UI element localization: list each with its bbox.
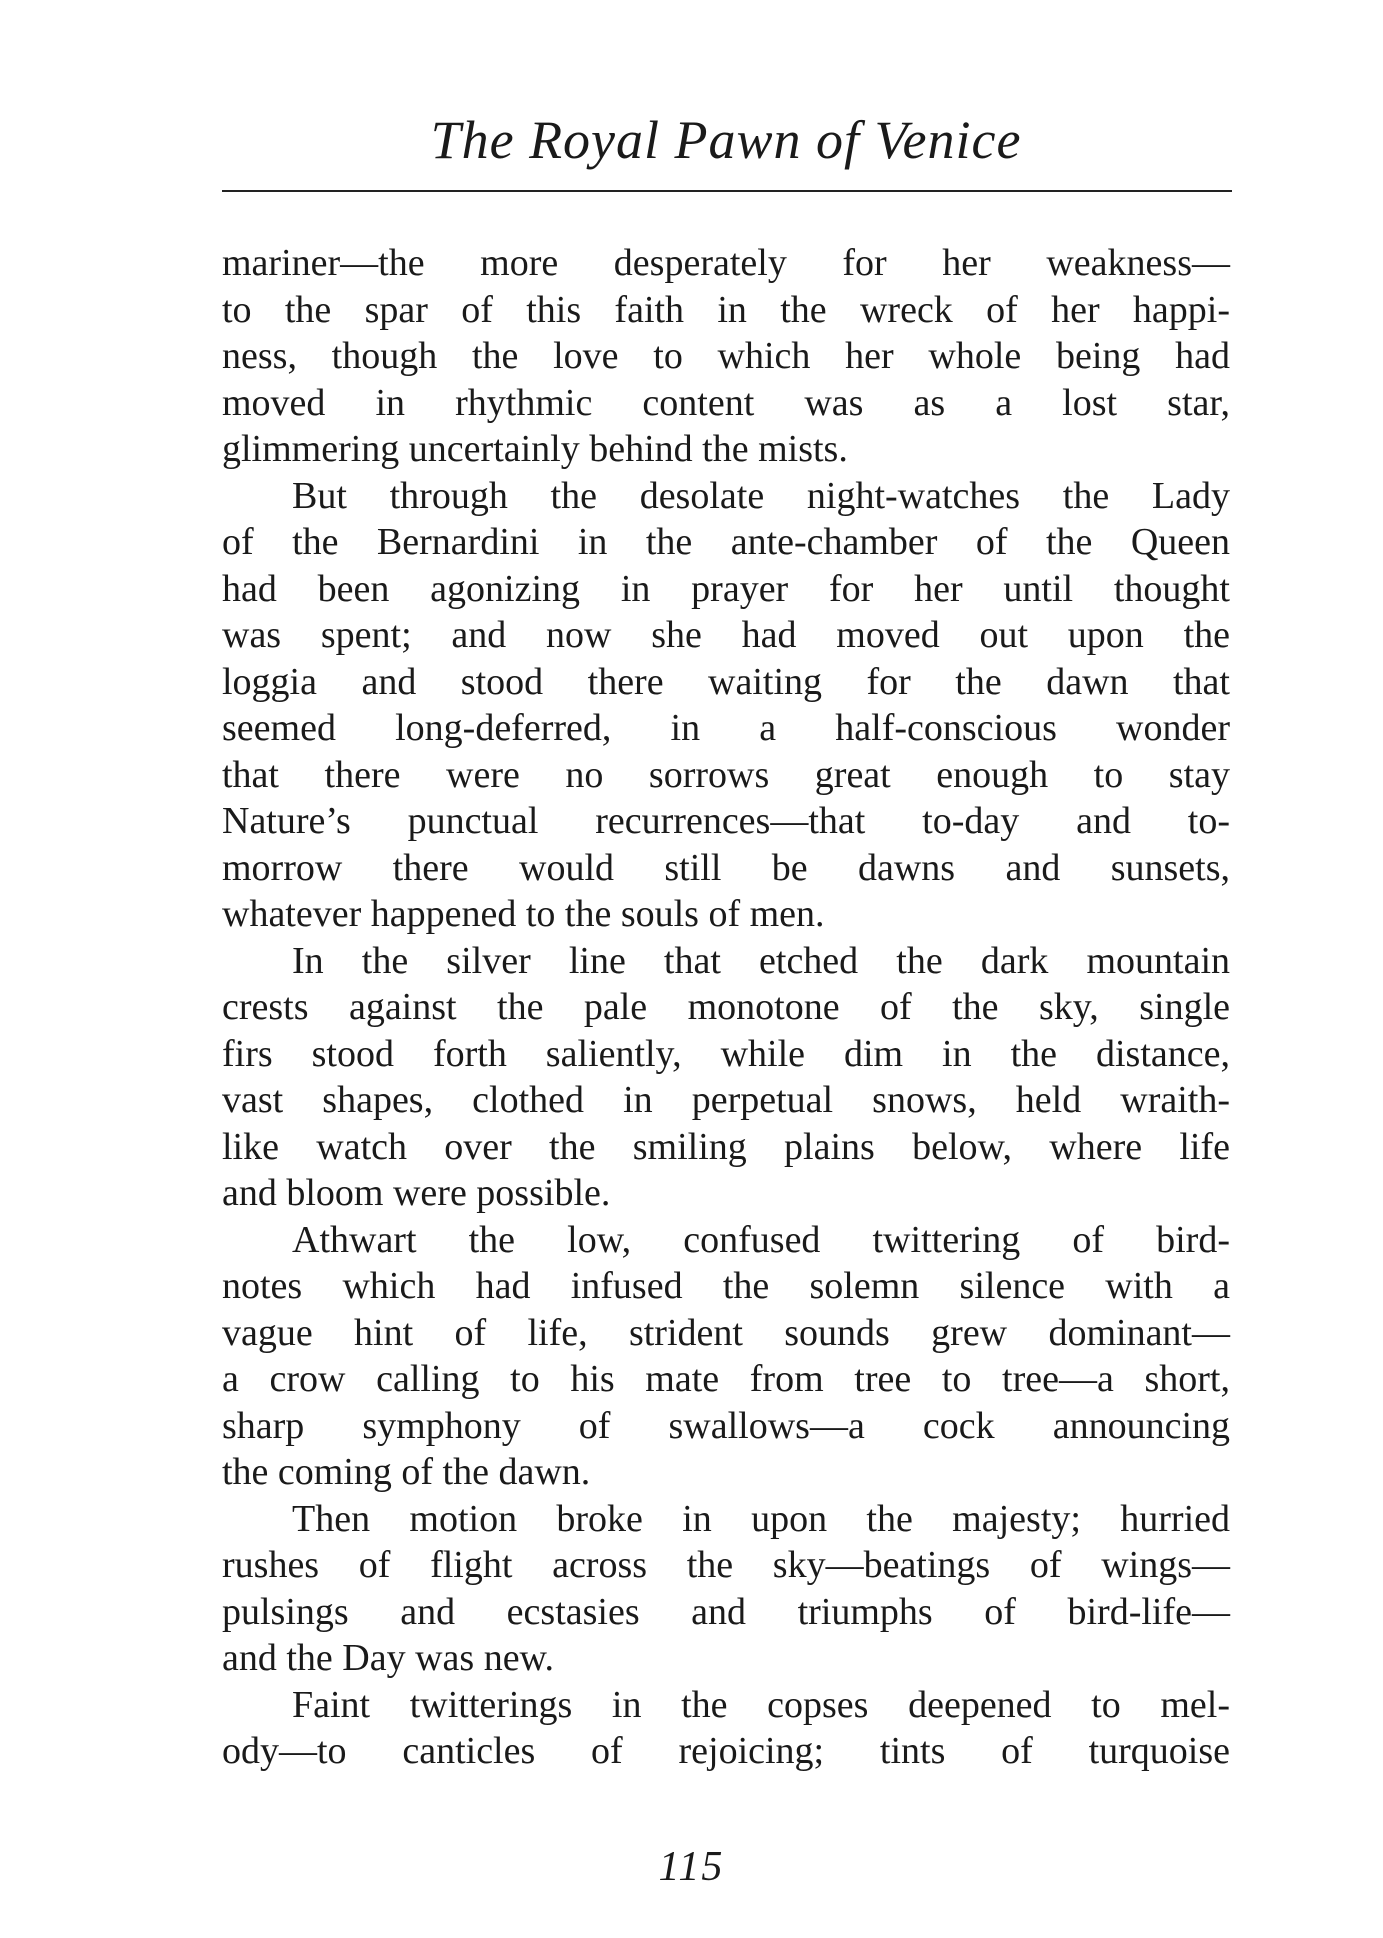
text-line: that there were no sorrows great enough to stay <box>222 753 1230 796</box>
paragraph <box>222 1682 1230 1775</box>
text-line: vague hint of life, strident sounds grew dominant— <box>222 1311 1230 1354</box>
text-line: moved in rhythmic content was as a lost star, <box>222 381 1230 424</box>
text-line: sharp symphony of swallows—a cock announcing <box>222 1404 1230 1447</box>
text-line: pulsings and ecstasies and triumphs of bird-life— <box>222 1590 1230 1633</box>
text-line: vast shapes, clothed in perpetual snows, held wraith- <box>222 1079 1230 1121</box>
text-line: Nature’s punctual recurrences—that to-day and to- <box>222 800 1230 842</box>
text-line: morrow there would still be dawns and sunsets, <box>222 846 1230 889</box>
text-line: ness, though the love to which her whole being had <box>222 335 1230 377</box>
body-text <box>222 240 1230 1775</box>
text-line: Faint twitterings in the copses deepened to mel- <box>292 1683 1230 1726</box>
text-line: and bloom were possible. <box>222 1172 611 1214</box>
text-line: Athwart the low, confused twittering of bird- <box>292 1218 1230 1261</box>
paragraph <box>222 938 1230 1217</box>
text-line: glimmering uncertainly behind the mists. <box>222 428 848 470</box>
text-line: had been agonizing in prayer for her until thought <box>222 567 1230 610</box>
text-line: Then motion broke in upon the majesty; hurried <box>292 1497 1230 1540</box>
text-line: notes which had infused the solemn silence with a <box>222 1265 1230 1307</box>
text-line: firs stood forth saliently, while dim in the distance, <box>222 1032 1230 1075</box>
text-line: But through the desolate night-watches the Lady <box>292 474 1230 517</box>
text-line: loggia and stood there waiting for the dawn that <box>222 660 1230 703</box>
text-line: of the Bernardini in the ante-chamber of the Queen <box>222 521 1230 563</box>
text-line: ody—to canticles of rejoicing; tints of turquoise <box>222 1730 1230 1772</box>
text-line: a crow calling to his mate from tree to tree—a short, <box>222 1358 1230 1400</box>
text-line: mariner—the more desperately for her weakness— <box>222 242 1230 284</box>
text-line: like watch over the smiling plains below, where life <box>222 1125 1230 1168</box>
paragraph <box>222 240 1230 473</box>
text-line: and the Day was new. <box>222 1637 555 1679</box>
text-line: In the silver line that etched the dark mountain <box>292 939 1230 982</box>
text-line: to the spar of this faith in the wreck of her happi- <box>222 288 1230 331</box>
text-line: rushes of flight across the sky—beatings of wings— <box>222 1544 1230 1586</box>
text-line: the coming of the dawn. <box>222 1451 591 1493</box>
text-line: seemed long-deferred, in a half-conscious wonder <box>222 707 1230 749</box>
paragraph <box>222 1217 1230 1496</box>
paragraph <box>222 473 1230 938</box>
text-line: whatever happened to the souls of men. <box>222 893 825 935</box>
text-line: crests against the pale monotone of the sky, single <box>222 986 1230 1028</box>
page-number: 115 <box>658 1844 725 1890</box>
text-line: was spent; and now she had moved out upon the <box>222 614 1230 656</box>
running-head-title: The Royal Pawn of Venice <box>430 110 1022 170</box>
header-rule <box>222 190 1232 192</box>
paragraph <box>222 1496 1230 1682</box>
